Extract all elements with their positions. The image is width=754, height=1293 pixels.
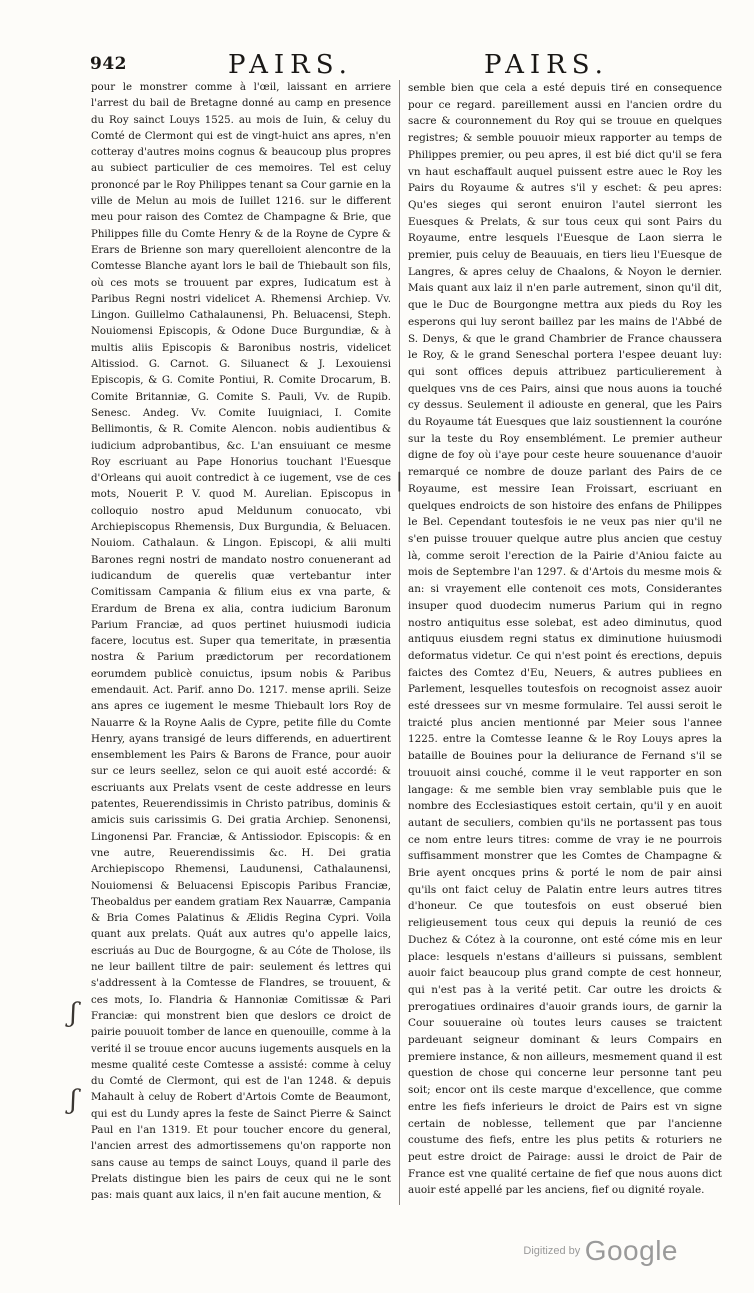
left-column [91, 80, 391, 1204]
right-column-text: semble bien que cela a esté depuis tiré en consequence pour ce regard. pareillement aussi en l'ancien ordre du sacre & couronnement du Roy qui se trouue en quelques registres; & semble pouuoir mieux rapporter au temps de Philippes premier, ou peu apres, il est bié dict qu'il se fera vn haut eschaffault auquel puissent estre auec le Roy les Pairs du Royaume & autres s'il y eschet: & peu apres: Qu'es sieges qui seront enuiron l'autel sierront les Euesques & Prelats, & sur tous ceux qui sont Pairs du Royaume, entre lesquels l'Euesque de Laon sierra le premier, puis celuy de Beauuais, en tiers lieu l'Euesque de Langres, & apres celuy de Chaalons, & Noyon le dernier. Mais quant aux laiz il n'en parle autrement, sinon qu'il dit, que le Duc de Bourgongne mettra aux pieds du Roy les esperons qui luy seront baillez par les mains de l'Abbé de S. Denys, & que le grand Chambrier de France chaussera le Roy, & le grand Seneschal portera l'espee deuant luy: qui sont offices depuis attribuez particulierement à quelques vns de ces Pairs, ainsi que nous auons ia touché cy dessus. Seulement il adiouste en general, que les Pairs du Royaume tát Euesques que laiz soustiennent la couróne sur la teste du Roy ensemblément. Le premier autheur digne de foy où i'aye pour ceste heure souuenance d'auoir remarqué ce nombre de douze parlant des Pairs de ce Royaume, est messire Iean Froissart, escriuant en quelques endroicts de son histoire des enfans de Philippes le Bel. Cependant toutesfois ie ne veux pas nier qu'il ne s'en puisse trouuer quelque autre plus ancien que cestuy là, comme seroit l'erection de la Pairie d'Aniou faicte au mois de Septembre l'an 1297. & d'Artois du mesme mois & an: si vrayement elle contenoit ces mots, Considerantes insuper quod duodecim numerus Parium qui in regno nostro antiquitus esse solebat, est adeo diminutus, quod antiquus eiusdem regni status ex diminutione huiusmodi deformatus videtur. Ce qui n'est point és erections, depuis faictes des Comtez d'Eu, Neuers, & autres publiees en Parlement, lesquelles toutesfois on recognoist assez auoir esté dressees sur vn mesme formulaire. Tel aussi seroit le traicté plus ancien mentionné par Meier sous l'annee 1225. entre la Comtesse Ieanne & le Roy Louys apres la bataille de Bouines pour la deliurance de Fernand s'il se trouuoit ainsi couché, comme il le veut rapporter en son langage: & me semble bien vray semblable puis que le nombre des Ecclesiastiques estoit certain, qu'il y en auoit autant de seculiers, combien qu'ils ne portassent pas tous ce nom entre leurs titres: comme de vray ie ne pourrois suffisamment monstrer que les Comtes de Champagne & Brie ayent oncques prins & porté le nom de pair ainsi qu'ils ont faict celuy de Palatin entre leurs autres titres d'honeur. Ce que toutesfois on eust obserué bien religieusement tous ceux qui depuis la reunió de ces Duchez & Cótez à la couronne, ont esté cóme mis en leur place: lesquels n'estans d'ailleurs si puissans, semblent auoir faict beaucoup plus grand compte de cest honneur, qui n'est pas à la verité petit. Car outre les droicts & prerogatiues ordinaires d'auoir grands iours, de garnir la Cour souueraine où toutes leurs causes se traictent pardeuant seigneur dominant & leurs Compairs en premiere instance, & non ailleurs, mesmement quand il est question de chose qui concerne leur personne tant peu soit; encor ont ils ceste marque d'excellence, que comme entre les fiefs inferieurs le droict de Pairs est vn signe certain de noblesse, tellement que par l'ancienne coustume des fiefs, entre les plus petits & roturiers ne peut estre droict de Pairage: aussi le droict de Pair de France est vne qualité certaine de fief que nous auons dict auoir esté appellé par les anciens, fief ou dignité royale. [408, 82, 722, 1197]
running-head-right: PAIRS. [484, 50, 609, 80]
page-header [90, 50, 714, 84]
page-number: 942 [90, 54, 127, 74]
margin-annotation-mark: ʃ [70, 998, 78, 1028]
google-logo: Google [584, 1235, 678, 1266]
column-divider [399, 80, 400, 1205]
margin-annotation-mark: ʃ [70, 1085, 78, 1115]
running-head-left: PAIRS. [228, 50, 353, 80]
left-column-text: pour le monstrer comme à l'œil, laissant en arriere l'arrest du bail de Bretagne donné au camp en presence du Roy sainct Louys 1525. au mois de Iuin, & celuy du Comté de Clermont qui est de vingt-huict ans apres, n'en cotteray d'autres moins cognus & beaucoup plus propres au subiect particulier de ces memoires. Tel est celuy prononcé par le Roy Philippes tenant sa Cour garnie en la ville de Melun au mois de Iuillet 1216. sur le different meu pour raison des Comtez de Champagne & Brie, que Philippes fille du Comte Henry & de la Royne de Cypre & Erars de Brienne son mary querelloient alencontre de la Comtesse Blanche ayant lors le bail de Thiebault son fils, où ces mots se trouuent par expres, Iudicatum est à Paribus Regni nostri videlicet A. Rhemensi Archiep. Vv. Lingon. Guillelmo Cathalaunensi, Ph. Beluacensi, Steph. Nouiomensi Episcopis, & Odone Duce Burgundiæ, & à multis aliis Episcopis & Baronibus nostris, videlicet Altissiod. G. Carnot. G. Siluanect & J. Lexouiensi Episcopis, & G. Comite Pontiui, R. Comite Drocarum, B. Comite Britanniæ, G. Comite S. Pauli, Vv. de Rupib. Senesc. Andeg. Vv. Comite Iuuigniaci, I. Comite Bellimontis, & R. Comite Alencon. nobis audientibus & iudicium adprobantibus, &c. L'an ensuiuant ce mesme Roy escriuant au Pape Honorius touchant l'Euesque d'Orleans qui auoit contredict à ce iugement, vse de ces mots, Nouerit P. V. quod M. Aurelian. Episcopus in colloquio nostro apud Meldunum conuocato, vbi Archiepiscopus Rhemensis, Dux Burgundia, & Beluacen. Nouiom. Cathalaun. & Lingon. Episcopi, & alii multi Barones regni nostri de mandato nostro conuenerant ad iudicandum de querelis quæ vertebantur inter Comitissam Campania & filium eius ex vna parte, & Erardum de Brena ex alia, contra iudicium Baronum Parium Franciæ, ad quos pertinet huiusmodi iudicia facere, locutus est. Super qua temeritate, in præsentia nostra & Parium prædictorum per recordationem eorumdem publicè conuictus, ipsum nobis & Paribus emendauit. Act. Parif. anno Do. 1217. mense aprili. Seize ans apres ce iugement le mesme Thiebault lors Roy de Nauarre & la Royne Aalis de Cypre, petite fille du Comte Henry, ayans transigé de leurs differends, en aduertirent ensemblement les Pairs & Barons de France, pour auoir sur ce leurs seellez, selon ce qui auoit esté accordé: & escriuants aux Prelats vsent de ceste addresse en leurs patentes, Reuerendissimis in Christo patribus, dominis & amicis suis carissimis G. Dei gratia Archiep. Senonensi, Lingonensi Par. Franciæ, & Antissiodor. Episcopis: & en vne autre, Reuerendissimis &c. H. Dei gratia Archiepiscopo Rhemensi, Laudunensi, Cathalaunensi, Nouiomensi & Beluacensi Episcopis Paribus Franciæ, Theobaldus per eandem gratiam Rex Nauarræ, Campania & Bria Comes Palatinus & Ælidis Regina Cypri. Voila quant aux prelats. Quát aux autres qu'o appelle laics, escriuás au Duc de Bourgogne, & au Cóte de Tholose, ils ne leur baillent tiltre de pair: seulement és lettres qui s'addressent à la Comtesse de Flandres, se trouuent, & ces mots, Io. Flandria & Hannoniæ Comitissæ & Pari Franciæ: qui monstrent bien que deslors ce droict de pairie pouuoit tomber de lance en quenouille, comme à la verité il se trouue encor aucuns iugements ausquels en la mesme qualité ceste Comtesse a assisté: comme à celuy du Comté de Clermont, qui est de l'an 1248. & depuis Mahault à celuy de Robert d'Artois Comte de Beaumont, qui est du Lundy apres la feste de Sainct Pierre & Sainct Paul en l'an 1319. Et pour toucher encore du general, l'ancien arrest des admortissemens qu'on rapporte non sans cause au temps de sainct Louys, quand il parle des Prelats distingue bien les pairs de ceux qui ne le sont pas: mais quant aux laics, il n'en fait aucune mention, & [91, 82, 392, 1202]
right-column [408, 80, 722, 1199]
google-watermark [523, 1235, 678, 1267]
watermark-prefix: Digitized by [523, 1245, 581, 1257]
margin-annotation-mark: | [396, 468, 403, 492]
